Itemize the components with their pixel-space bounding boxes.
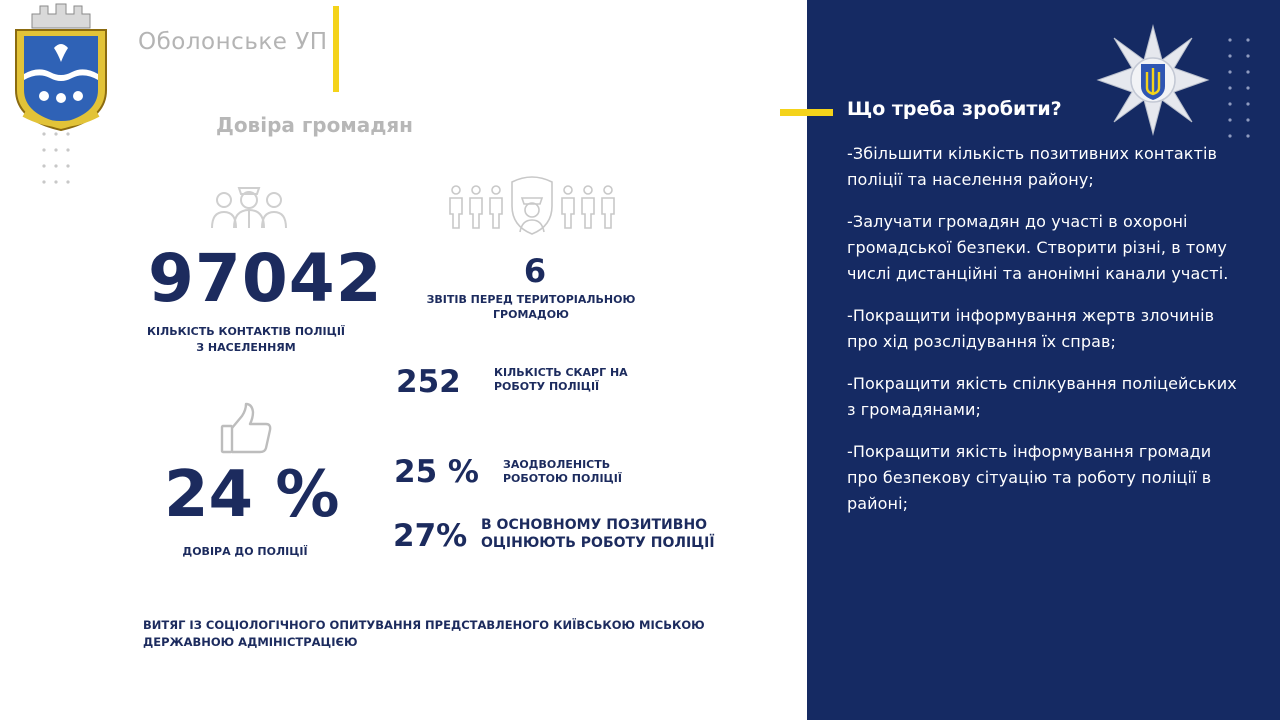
section-title: Довіра громадян xyxy=(216,113,414,137)
contacts-value: 97042 xyxy=(148,240,383,317)
todo-item: -Збільшити кількість позитивних контактів поліції та населення району; xyxy=(847,144,1218,189)
complaints-label: КІЛЬКІСТЬ СКАРГ НА РОБОТУ ПОЛІЦІЇ xyxy=(494,366,628,393)
todo-item: -Покращити інформування жертв злочинів про хід розслідування їх справ; xyxy=(847,306,1215,351)
source-note: ВИТЯГ ІЗ СОЦІОЛОГІЧНОГО ОПИТУВАННЯ ПРЕДСТАВЛЕНОГО КИЇВСЬКОЮ МІСЬКОЮ ДЕРЖАВНОЮ АДМІНІСТРАЦІЄЮ xyxy=(143,618,705,649)
police-officers-icon xyxy=(208,180,290,230)
todo-item: -Покращити якість спілкування поліцейських з громадянами; xyxy=(847,374,1237,419)
todo-list xyxy=(847,141,1247,533)
decorative-dots xyxy=(1226,36,1252,140)
todo-item: -Покращити якість інформування громади про безпекову сітуацію та роботу поліції в районі; xyxy=(847,442,1212,513)
positive-label: В ОСНОВНОМУ ПОЗИТИВНО ОЦІНЮЮТЬ РОБОТУ ПОЛІЦІЇ xyxy=(481,517,715,551)
citizens-group-icon xyxy=(446,176,622,236)
decorative-dots xyxy=(40,130,76,190)
complaints-value: 252 xyxy=(396,364,461,400)
todo-accent-bar xyxy=(780,109,833,116)
title-accent-bar xyxy=(333,6,339,92)
reports-label: ЗВІТІВ ПЕРЕД ТЕРИТОРІАЛЬНОЮ ГРОМАДОЮ xyxy=(426,293,636,321)
unit-title: Оболонське УП xyxy=(138,29,328,55)
positive-value: 27% xyxy=(393,518,468,554)
trust-value: 24 % xyxy=(164,458,340,532)
trust-label: ДОВІРА ДО ПОЛІЦІЇ xyxy=(182,545,308,558)
satisfaction-label: ЗАОДВОЛЕНІСТЬ РОБОТОЮ ПОЛІЦІЇ xyxy=(503,458,622,485)
reports-value: 6 xyxy=(523,252,547,290)
national-police-emblem-icon xyxy=(1096,24,1210,136)
todo-item: -Залучати громадян до участі в охороні громадської безпеки. Створити різні, в тому числі дистанційні та анонімні канали участі. xyxy=(847,212,1229,283)
coat-of-arms-icon xyxy=(10,2,112,132)
thumbs-up-icon xyxy=(218,402,274,456)
todo-title: Що треба зробити? xyxy=(847,98,1062,120)
satisfaction-value: 25 % xyxy=(394,454,479,490)
contacts-label: КІЛЬКІСТЬ КОНТАКТІВ ПОЛІЦІЇ З НАСЕЛЕННЯМ xyxy=(146,325,346,354)
